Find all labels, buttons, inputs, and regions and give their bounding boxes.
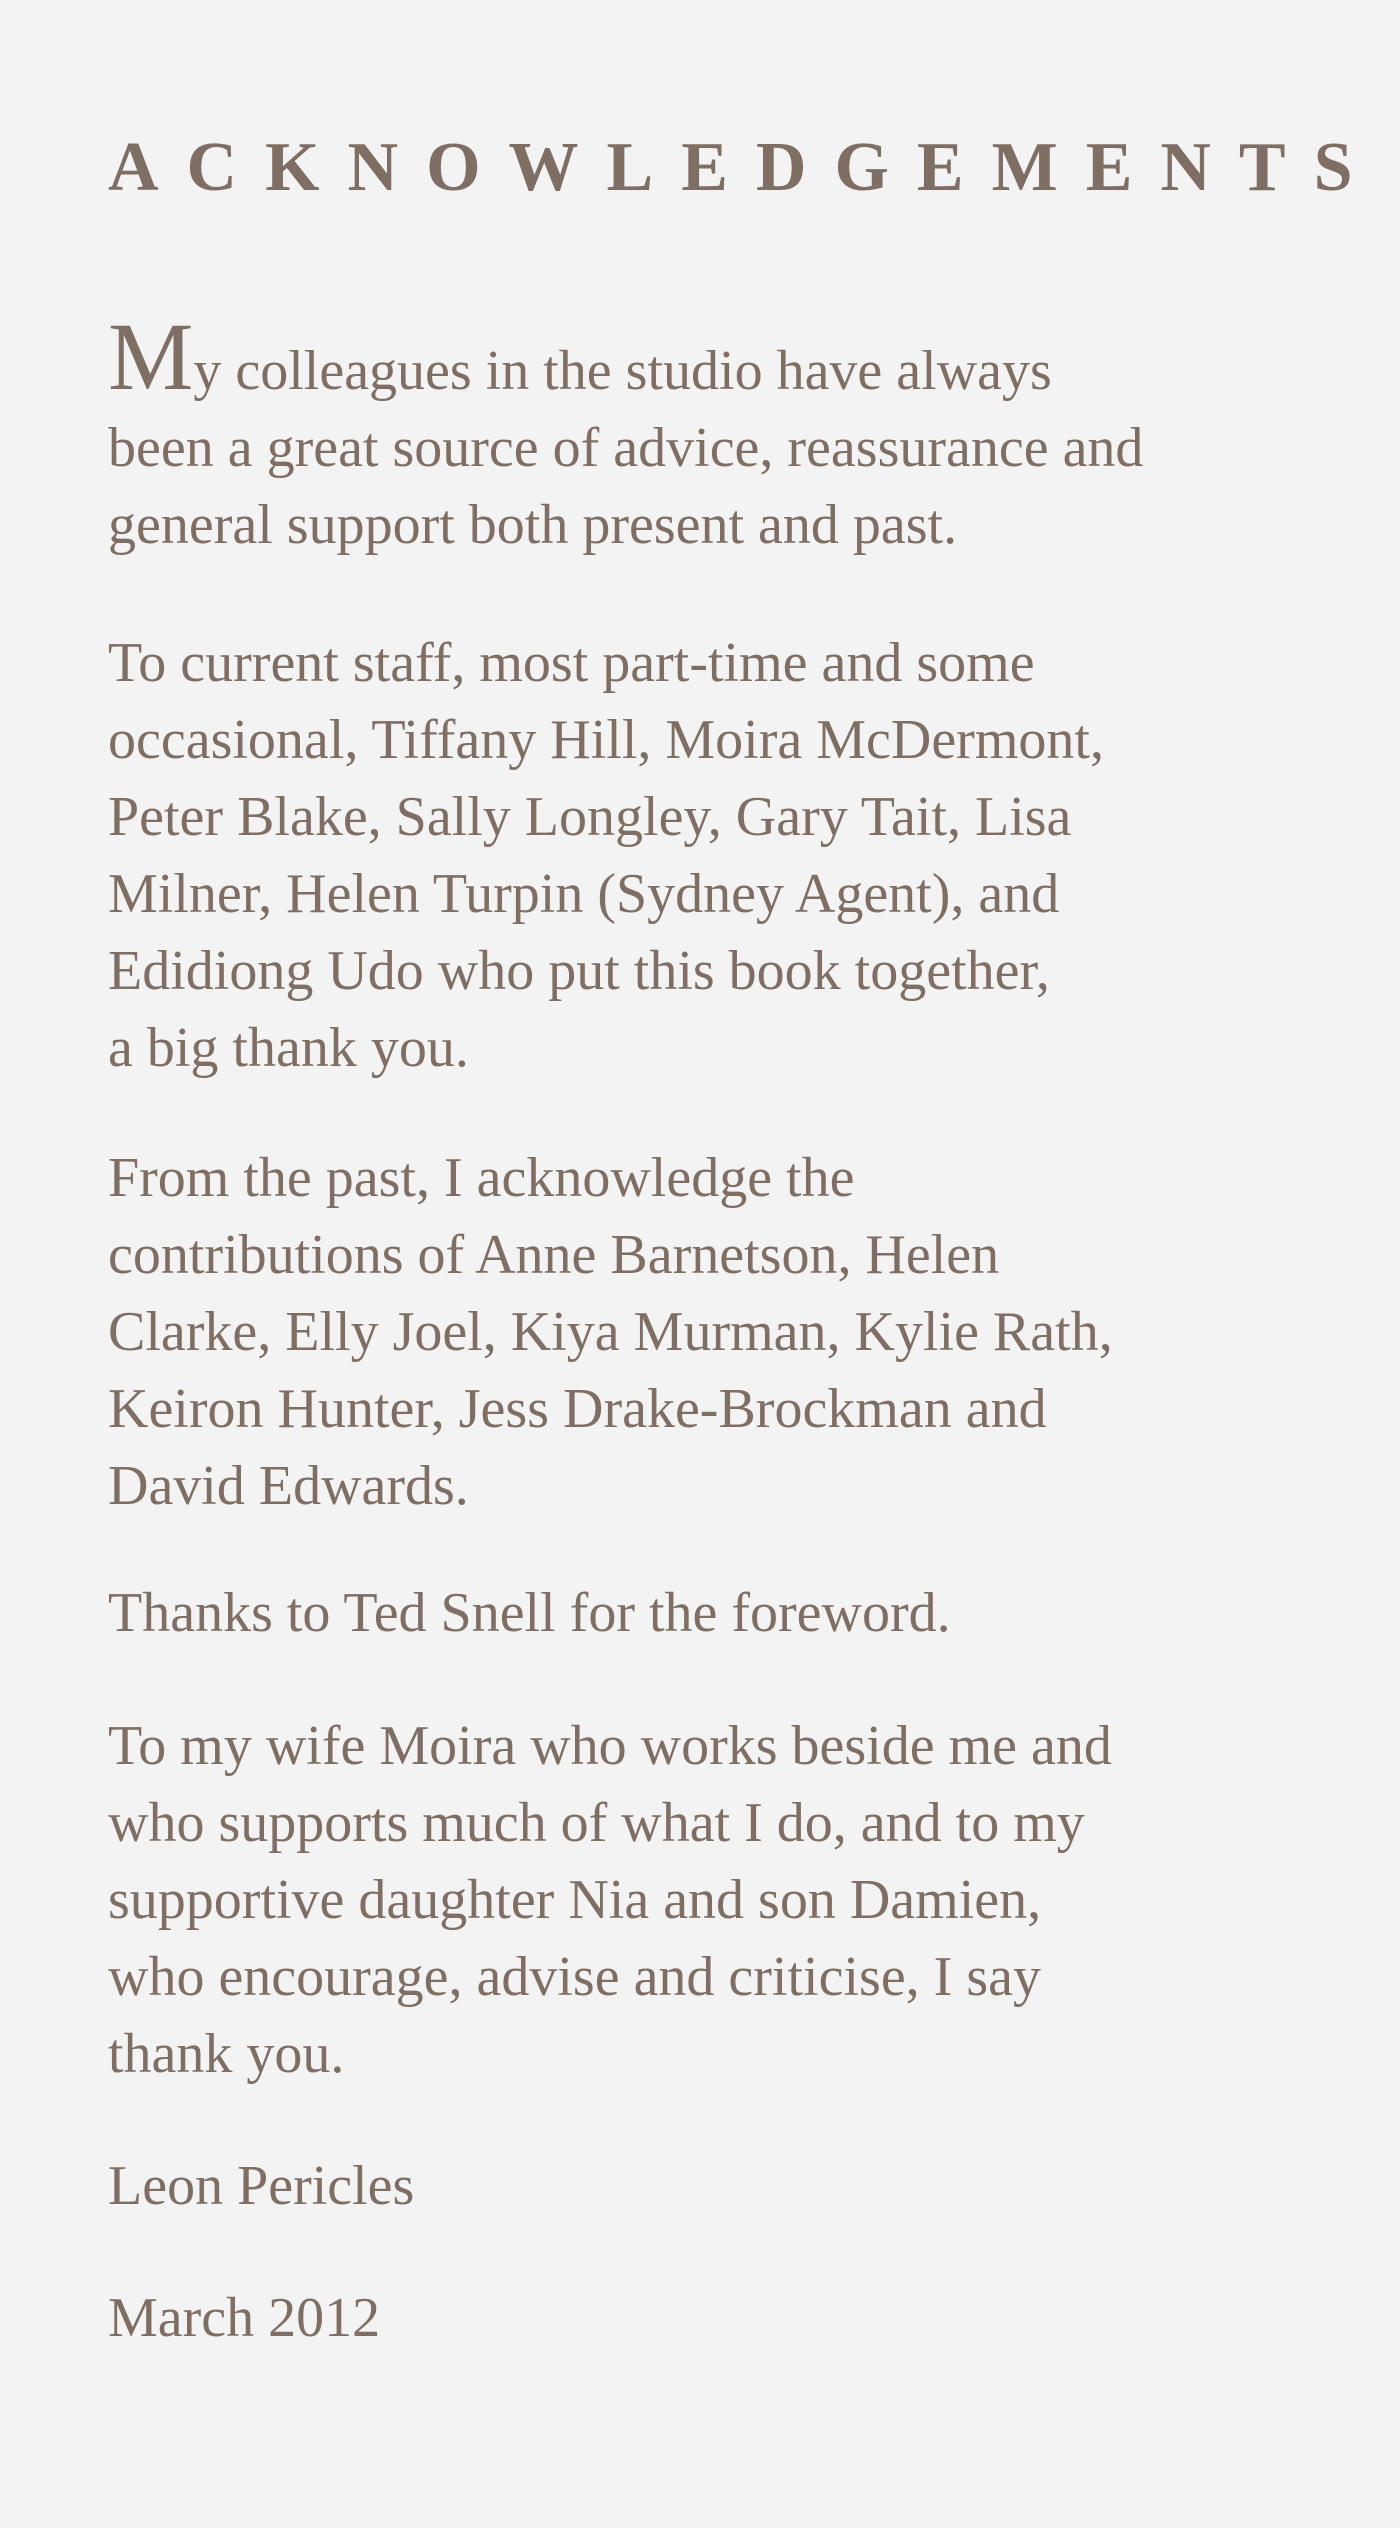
- paragraph-current-staff: [108, 625, 1104, 1087]
- paragraph-foreword: [108, 1575, 951, 1652]
- paragraph-line: Edidiong Udo who put this book together,: [108, 940, 1050, 1002]
- paragraph-line: From the past, I acknowledge the: [108, 1147, 855, 1209]
- paragraph-line: who supports much of what I do, and to my: [108, 1792, 1085, 1854]
- paragraph-line: Thanks to Ted Snell for the foreword.: [108, 1582, 951, 1644]
- paragraph-line: [108, 303, 1143, 410]
- paragraph-line: who encourage, advise and criticise, I say: [108, 1946, 1041, 2008]
- paragraph-line: supportive daughter Nia and son Damien,: [108, 1869, 1042, 1931]
- paragraph-line: a big thank you.: [108, 1017, 469, 1079]
- paragraph-line: general support both present and past.: [108, 494, 958, 556]
- paragraph-line: Keiron Hunter, Jess Drake-Brockman and: [108, 1378, 1047, 1440]
- paragraph-line: Clarke, Elly Joel, Kiya Murman, Kylie Rath,: [108, 1301, 1113, 1363]
- paragraph-line: occasional, Tiffany Hill, Moira McDermont,: [108, 709, 1104, 771]
- paragraph-line: been a great source of advice, reassurance and: [108, 417, 1144, 479]
- paragraph-line: To current staff, most part-time and some: [108, 632, 1035, 694]
- first-line-text: y colleagues in the studio have always: [193, 340, 1052, 402]
- paragraph-colleagues: [108, 303, 1144, 564]
- paragraph-line: contributions of Anne Barnetson, Helen: [108, 1224, 1000, 1286]
- signature-date: March 2012: [108, 2287, 381, 2349]
- paragraph-family: [108, 1708, 1112, 2093]
- page-title: ACKNOWLEDGEMENTS: [108, 129, 1381, 206]
- paragraph-line: thank you.: [108, 2023, 345, 2085]
- paragraph-past-staff: [108, 1140, 1113, 1525]
- paragraph-line: Milner, Helen Turpin (Sydney Agent), and: [108, 863, 1060, 925]
- paragraph-line: To my wife Moira who works beside me and: [108, 1715, 1112, 1777]
- paragraph-line: David Edwards.: [108, 1455, 469, 1517]
- paragraph-line: Peter Blake, Sally Longley, Gary Tait, Lisa: [108, 786, 1072, 848]
- signature-name: Leon Pericles: [108, 2155, 415, 2217]
- drop-cap: M: [108, 303, 194, 410]
